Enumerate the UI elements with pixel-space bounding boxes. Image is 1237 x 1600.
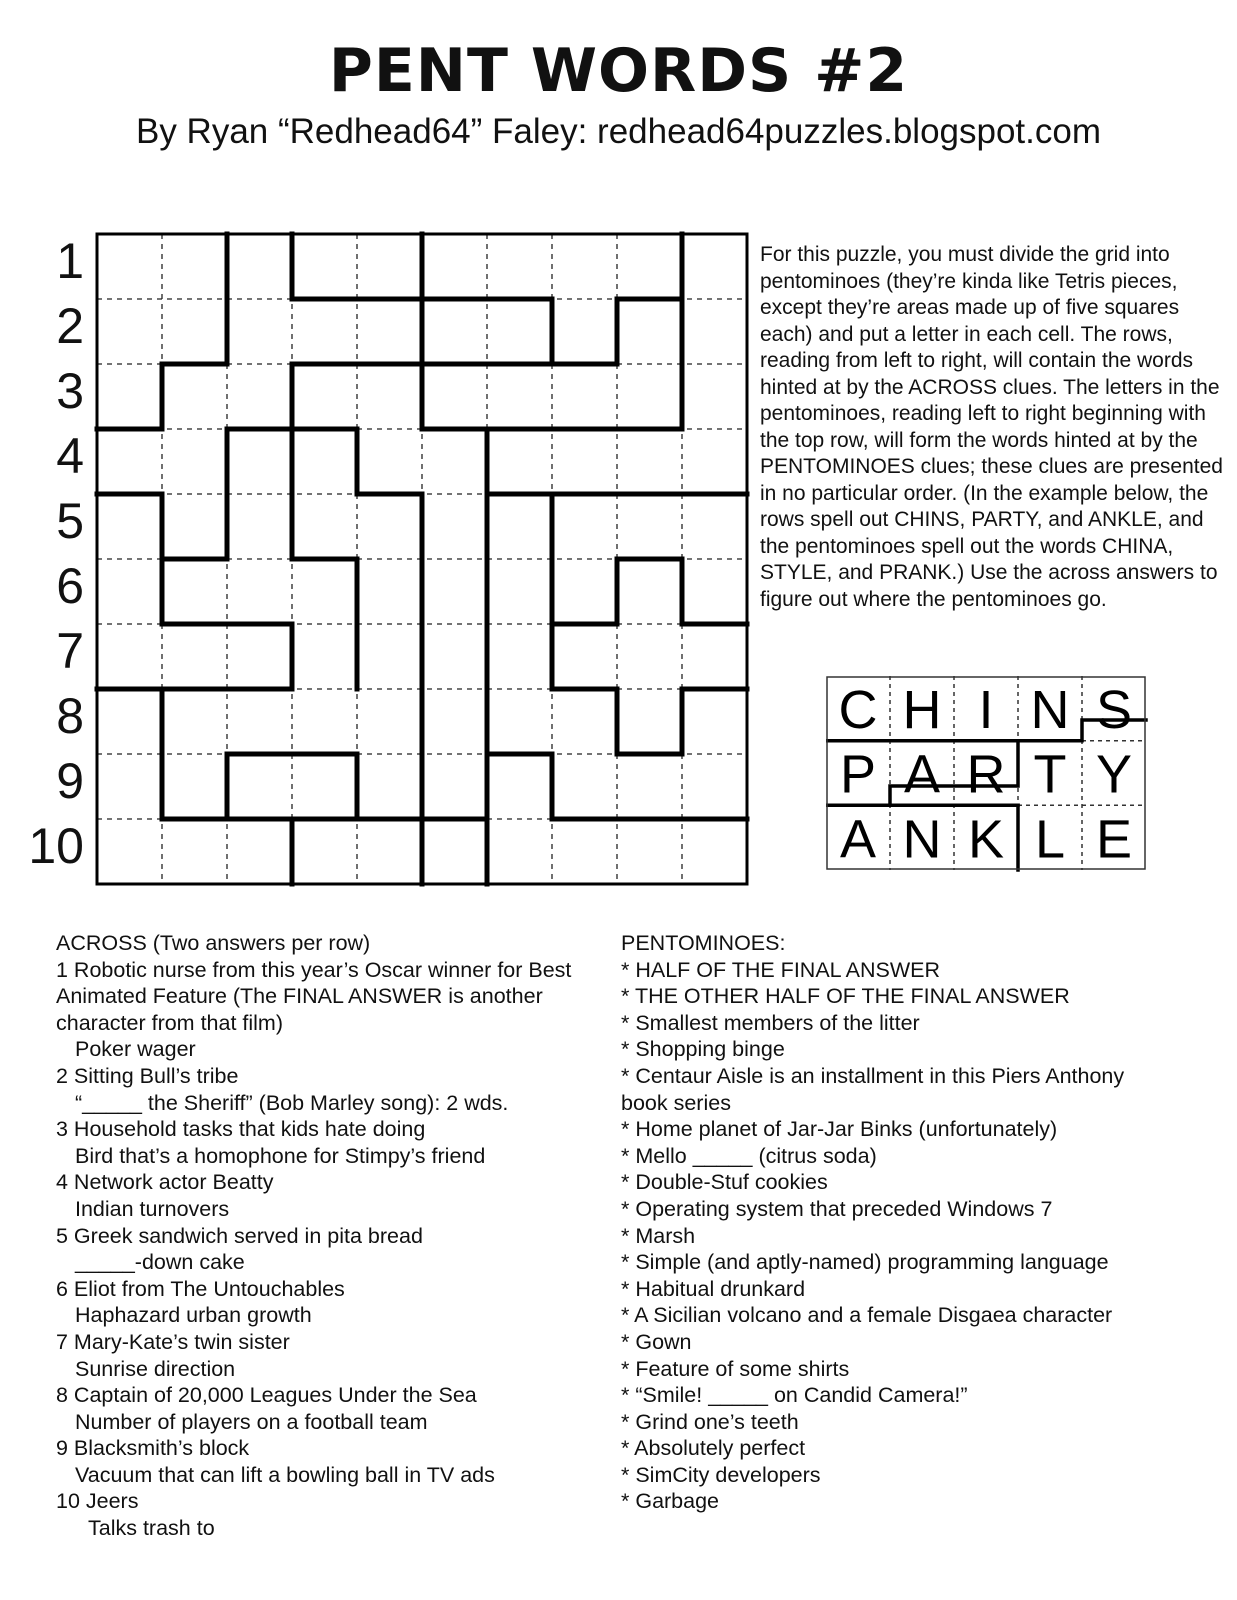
example-letter: H <box>902 680 942 740</box>
pentomino-clue-line: * Home planet of Jar-Jar Binks (unfortunately) <box>621 1117 1058 1142</box>
across-clue-line: Indian turnovers <box>75 1196 230 1221</box>
across-clue-line: Poker wager <box>75 1037 196 1062</box>
pentomino-clue-line: * A Sicilian volcano and a female Disgaea character <box>621 1303 1113 1328</box>
row-number: 1 <box>56 233 84 289</box>
pentomino-clue-line: * THE OTHER HALF OF THE FINAL ANSWER <box>621 984 1070 1009</box>
pentomino-clue-line: * “Smile! _____ on Candid Camera!” <box>621 1383 968 1408</box>
pentomino-clue-line: * Gown <box>621 1329 692 1354</box>
instructions-text: For this puzzle, you must divide the grid into pentominoes (they’re kinda like Tetris pieces, except they’re areas made up of five squares each) and put a letter in each cell. The rows, reading from left to right, will contain the words hinted at by the ACROSS clues. The letters in the pentominoes, reading left to right beginning with the top row, will form the words hinted at by the PENTOMINOES clues; these clues are presented in no particular order. (In the example below, the rows spell out CHINS, PARTY, and ANKLE, and the pentominoes spell out the words CHINA, STYLE, and PRANK.) Use the across answers to figure out where the pentominoes go. <box>760 243 1223 611</box>
row-number: 6 <box>56 558 84 614</box>
across-clue-line: 6 Eliot from The Untouchables <box>56 1276 345 1301</box>
across-clue-line: 4 Network actor Beatty <box>56 1170 274 1195</box>
pentomino-clue-line: * Feature of some shirts <box>621 1356 850 1381</box>
pentomino-clue-line: * HALF OF THE FINAL ANSWER <box>621 957 940 982</box>
across-clue-line: 7 Mary-Kate’s twin sister <box>56 1329 290 1354</box>
example-letter: T <box>1033 744 1067 805</box>
example-grid <box>826 676 1156 881</box>
pentomino-clue-line: * Marsh <box>621 1223 696 1248</box>
example-letter: A <box>903 744 941 805</box>
across-clue-line: “_____ the Sheriff” (Bob Marley song): 2 wds. <box>75 1090 509 1115</box>
row-number: 7 <box>56 623 84 679</box>
across-clue-line: _____-down cake <box>75 1250 245 1275</box>
pentomino-header: PENTOMINOES: <box>621 931 786 955</box>
pentomino-clue-line: * Smallest members of the litter <box>621 1010 920 1035</box>
across-clue-line: 3 Household tasks that kids hate doing <box>56 1117 426 1142</box>
across-clue-line: 2 Sitting Bull’s tribe <box>56 1063 239 1088</box>
row-number: 9 <box>56 753 84 809</box>
across-clue-line: Vacuum that can lift a bowling ball in TV ads <box>75 1462 495 1487</box>
pentomino-clue-line: * Mello _____ (citrus soda) <box>621 1143 877 1168</box>
example-letter: E <box>1095 809 1133 870</box>
pentomino-clue-line: * Centaur Aisle is an installment in this Piers Anthony <box>621 1063 1125 1088</box>
example-letter: N <box>902 809 942 870</box>
example-letter: L <box>1034 809 1066 870</box>
example-letter: R <box>966 744 1006 805</box>
across-clues <box>56 930 571 1542</box>
across-clue-line: Haphazard urban growth <box>75 1303 312 1328</box>
across-clue-line: 1 Robotic nurse from this year’s Oscar winner for Best <box>56 957 572 982</box>
example-letter: C <box>838 680 878 740</box>
pentomino-clue-line: * Operating system that preceded Windows 7 <box>621 1196 1053 1221</box>
pentomino-clues <box>621 930 1124 1515</box>
row-number: 2 <box>56 298 84 354</box>
example-letter: S <box>1095 680 1133 740</box>
example-letter: A <box>839 809 877 870</box>
example-letter: K <box>967 809 1005 870</box>
puzzle-title: PENT WORDS #2 <box>328 36 909 106</box>
pentomino-clue-line: * Simple (and aptly-named) programming language <box>621 1250 1109 1275</box>
pentomino-clue-line: * Garbage <box>621 1489 720 1514</box>
across-clue-line: character from that film) <box>56 1010 283 1035</box>
example-letter: N <box>1030 680 1070 740</box>
across-clue-line: 10 Jeers <box>56 1489 139 1514</box>
pentomino-clue-line: * Grind one’s teeth <box>621 1409 799 1434</box>
example-letter: I <box>978 680 994 740</box>
row-number: 10 <box>28 818 84 874</box>
pentomino-clue-line: book series <box>621 1090 731 1115</box>
example-letter: Y <box>1095 744 1133 805</box>
pentomino-clue-line: * SimCity developers <box>621 1462 821 1487</box>
row-number: 3 <box>56 363 84 419</box>
pentomino-border <box>97 559 292 689</box>
across-clue-line: 8 Captain of 20,000 Leagues Under the Sea <box>56 1383 477 1408</box>
row-number: 5 <box>56 493 84 549</box>
across-clue-line: Talks trash to <box>88 1516 215 1541</box>
example-letter: P <box>839 744 877 805</box>
pentomino-border <box>292 364 357 689</box>
pentomino-clue-line: * Habitual drunkard <box>621 1276 806 1301</box>
pentomino-clue-line: * Double-Stuf cookies <box>621 1170 828 1195</box>
row-number: 8 <box>56 688 84 744</box>
row-number: 4 <box>56 428 84 484</box>
pentomino-border <box>97 234 227 429</box>
across-clue-line: Animated Feature (The FINAL ANSWER is another <box>56 984 543 1009</box>
pentomino-border <box>97 429 422 884</box>
across-clue-line: Bird that’s a homophone for Stimpy’s friend <box>75 1143 486 1168</box>
pentomino-clue-line: * Shopping binge <box>621 1037 785 1062</box>
across-clue-line: 5 Greek sandwich served in pita bread <box>56 1223 423 1248</box>
pentomino-clue-line: * Absolutely perfect <box>621 1436 806 1461</box>
author-byline: By Ryan “Redhead64” Faley: redhead64puzzles.blogspot.com <box>135 112 1101 151</box>
across-header: ACROSS (Two answers per row) <box>56 931 371 955</box>
puzzle-grid[interactable] <box>93 230 753 890</box>
across-clue-line: Sunrise direction <box>75 1356 236 1381</box>
across-clue-line: 9 Blacksmith’s block <box>56 1436 250 1461</box>
across-clue-line: Number of players on a football team <box>75 1409 428 1434</box>
